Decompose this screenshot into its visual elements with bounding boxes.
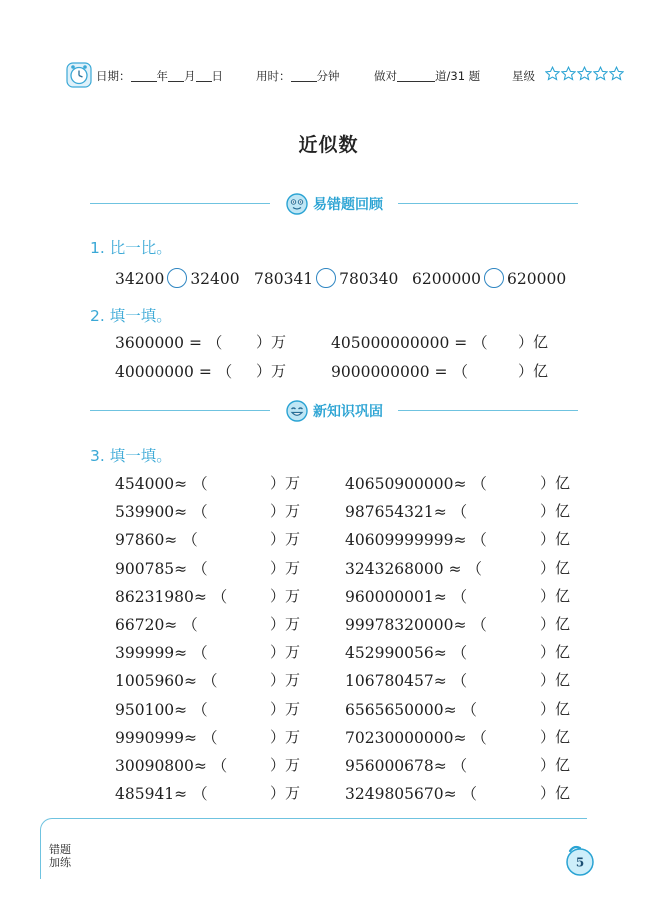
answer-unit[interactable]: ）亿 xyxy=(540,558,571,577)
answer-unit[interactable]: ）万 xyxy=(270,558,301,577)
problem-right: 40609999999≈ （ xyxy=(345,531,487,550)
problem-left: 97860≈ （ xyxy=(115,531,198,550)
star-icon[interactable] xyxy=(545,66,560,81)
clock-icon xyxy=(66,62,92,88)
star-icon[interactable] xyxy=(609,66,624,81)
answer-unit[interactable]: ）万 xyxy=(256,362,287,380)
problem-left: 1005960≈ （ xyxy=(115,672,218,691)
answer-unit[interactable]: ）亿 xyxy=(540,727,571,746)
answer-unit[interactable]: ）万 xyxy=(270,643,301,662)
page-number: 5 xyxy=(575,855,585,870)
compare-right-3: 620000 xyxy=(507,270,567,288)
new-knowledge-banner xyxy=(90,397,578,425)
problem-left: 9990999≈ （ xyxy=(115,728,218,747)
problem-right: 452990056≈ （ xyxy=(345,644,468,663)
star-icon[interactable] xyxy=(561,66,576,81)
answer-unit[interactable]: ）万 xyxy=(270,586,301,605)
extra-practice-panel xyxy=(40,818,587,879)
compare-circle-3[interactable] xyxy=(484,268,504,288)
star-rating[interactable] xyxy=(545,66,625,84)
compare-row xyxy=(254,268,398,288)
review-banner xyxy=(90,190,578,218)
problem-left: 66720≈ （ xyxy=(115,616,198,634)
problem-right: 70230000000≈ （ xyxy=(345,728,487,747)
minutes-field[interactable] xyxy=(291,69,317,82)
answer-unit[interactable]: ）亿 xyxy=(540,474,571,492)
smile-face-icon xyxy=(285,399,309,423)
page-number-badge xyxy=(562,842,598,878)
star-icon[interactable] xyxy=(593,66,608,81)
extra-practice-label xyxy=(49,843,79,869)
minutes-label: 分钟 xyxy=(316,69,340,83)
answer-unit[interactable]: ）万 xyxy=(270,727,301,746)
answer-unit[interactable]: ）亿 xyxy=(540,502,571,521)
compare-left-1: 34200 xyxy=(115,270,165,288)
problem-left: 900785≈ （ xyxy=(115,559,208,578)
page-title: 近似数 xyxy=(298,134,359,156)
answer-unit[interactable]: ）万 xyxy=(270,502,301,521)
problem-left: 3600000 = （ xyxy=(115,334,223,352)
problem-right: 3243268000 ≈ （ xyxy=(345,559,482,578)
problem-right: 106780457≈ （ xyxy=(345,672,468,691)
answer-unit[interactable]: ）亿 xyxy=(540,615,571,633)
answer-unit[interactable]: ）万 xyxy=(270,699,301,718)
problem-right: 405000000000 = （ xyxy=(331,334,488,352)
compare-circle-2[interactable] xyxy=(316,268,336,288)
problem-left: 454000≈ （ xyxy=(115,475,208,493)
problem-left: 950100≈ （ xyxy=(115,700,208,719)
stars-label: 星级 xyxy=(512,69,535,83)
day-field[interactable] xyxy=(196,69,212,82)
problem-left: 86231980≈ （ xyxy=(115,587,228,606)
answer-unit[interactable]: ）万 xyxy=(270,756,301,774)
day-label: 日 xyxy=(211,69,223,83)
answer-unit[interactable]: ）亿 xyxy=(518,362,549,380)
problem-right: 3249805670≈ （ xyxy=(345,785,478,804)
problem-right: 40650900000≈ （ xyxy=(345,475,487,493)
worksheet-header xyxy=(66,62,632,88)
compare-circle-1[interactable] xyxy=(167,268,187,288)
answer-unit[interactable]: ）亿 xyxy=(540,643,571,662)
problem-right: 987654321≈ （ xyxy=(345,503,468,522)
section-3-heading: 3. 填一填。 xyxy=(90,447,172,465)
section-1-heading: 1. 比一比。 xyxy=(90,239,172,257)
answer-unit[interactable]: ）万 xyxy=(270,784,301,803)
review-banner-label: 易错题回顾 xyxy=(313,197,383,213)
new-knowledge-label: 新知识巩固 xyxy=(313,404,383,420)
month-label: 月 xyxy=(184,69,196,83)
extra-practice-label-line2: 加练 xyxy=(49,856,71,869)
compare-right-2: 780340 xyxy=(339,270,399,288)
answer-unit[interactable]: ）万 xyxy=(256,333,287,351)
answer-unit[interactable]: ）万 xyxy=(270,615,301,633)
problem-right: 6565650000≈ （ xyxy=(345,700,478,719)
problem-left: 30090800≈ （ xyxy=(115,757,228,775)
date-label: 日期： xyxy=(96,69,131,83)
problem-left: 485941≈ （ xyxy=(115,785,208,804)
problem-left: 399999≈ （ xyxy=(115,644,208,663)
section-2-heading: 2. 填一填。 xyxy=(90,307,172,325)
face-icon xyxy=(285,192,309,216)
year-label: 年 xyxy=(156,69,168,83)
month-field[interactable] xyxy=(168,69,184,82)
problem-right: 9000000000 = （ xyxy=(331,363,468,381)
problem-left: 40000000 = （ xyxy=(115,363,233,381)
problem-right: 960000001≈ （ xyxy=(345,587,468,606)
answer-unit[interactable]: ）亿 xyxy=(540,784,571,803)
answer-unit[interactable]: ）亿 xyxy=(540,586,571,605)
answer-unit[interactable]: ）亿 xyxy=(540,699,571,718)
answer-unit[interactable]: ）万 xyxy=(270,671,301,690)
answer-unit[interactable]: ）万 xyxy=(270,474,301,492)
answer-unit[interactable]: ）亿 xyxy=(540,671,571,690)
problem-right: 956000678≈ （ xyxy=(345,757,468,775)
extra-practice-label-line1: 错题 xyxy=(49,843,71,856)
problem-left: 539900≈ （ xyxy=(115,503,208,522)
compare-left-2: 780341 xyxy=(254,270,314,288)
correct-label: 做对 xyxy=(374,69,397,83)
compare-row xyxy=(412,268,566,288)
compare-right-1: 32400 xyxy=(190,270,240,288)
time-label: 用时： xyxy=(256,69,291,83)
answer-unit[interactable]: ）亿 xyxy=(540,530,571,549)
answer-unit[interactable]: ）亿 xyxy=(518,333,549,351)
year-field[interactable] xyxy=(131,69,157,82)
compare-row xyxy=(115,268,240,288)
answer-unit[interactable]: ）亿 xyxy=(540,756,571,774)
answer-unit[interactable]: ）万 xyxy=(270,530,301,549)
problem-right: 99978320000≈ （ xyxy=(345,616,487,634)
compare-left-3: 6200000 xyxy=(412,270,482,288)
star-icon[interactable] xyxy=(577,66,592,81)
correct-count-field[interactable] xyxy=(397,69,435,82)
question-total: 道/31 题 xyxy=(435,69,481,83)
